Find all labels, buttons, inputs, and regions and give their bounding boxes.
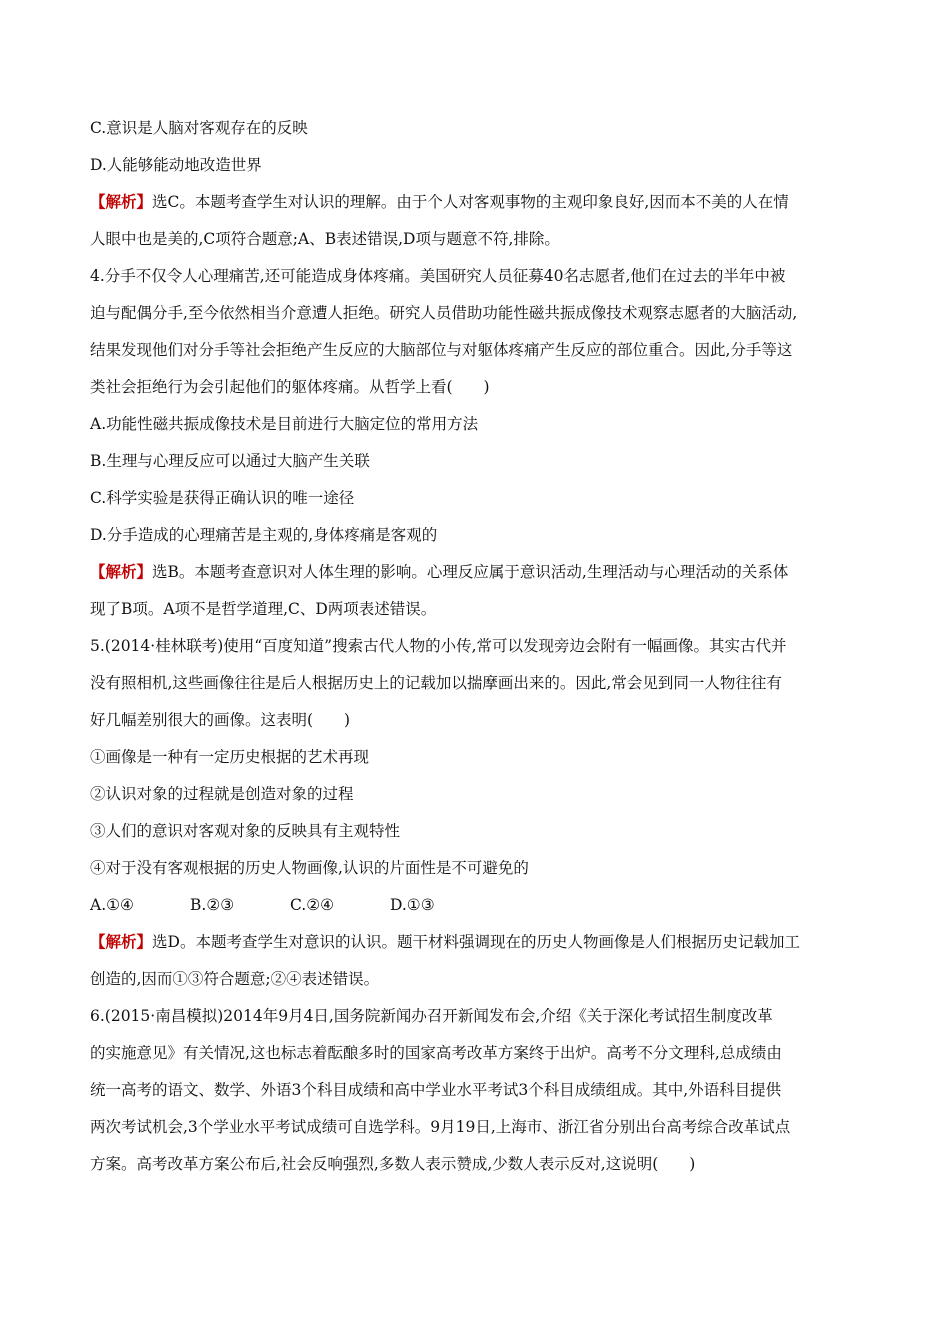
q3-analysis-line-1 — [90, 192, 870, 212]
q4-option-d: D.分手造成的心理痛苦是主观的,身体疼痛是客观的 — [90, 526, 438, 544]
q4-analysis-line-1 — [90, 562, 870, 582]
q4-stem-line-1: 4.分手不仅令人心理痛苦,还可能造成身体疼痛。美国研究人员征募40名志愿者,他们在过去的半年中被 — [90, 267, 786, 285]
q5-option-d: D.①③ — [390, 896, 435, 914]
q5-analysis-line-1 — [90, 932, 870, 952]
q3-option-d: D.人能够能动地改造世界 — [90, 156, 262, 174]
q4-option-a: A.功能性磁共振成像技术是目前进行大脑定位的常用方法 — [90, 415, 479, 433]
q5-option-a: A.①④ — [90, 896, 134, 914]
q3-analysis-text-1: 选C。本题考查学生对认识的理解。由于个人对客观事物的主观印象良好,因而本不美的人在情 — [152, 193, 789, 211]
document-page — [90, 118, 870, 1191]
q5-statement-3: ③人们的意识对客观对象的反映具有主观特性 — [90, 822, 401, 840]
q6-stem-line-3: 统一高考的语文、数学、外语3个科目成绩和高中学业水平考试3个科目成绩组成。其中,外语科目提供 — [90, 1081, 782, 1099]
q4-option-b: B.生理与心理反应可以通过大脑产生关联 — [90, 452, 370, 470]
analysis-tag: 【解析】 — [90, 562, 153, 581]
q5-option-b: B.②③ — [190, 896, 235, 914]
q5-analysis-line-2: 创造的,因而①③符合题意;②④表述错误。 — [90, 970, 380, 988]
q5-options-row — [90, 895, 870, 915]
q5-statement-4: ④对于没有客观根据的历史人物画像,认识的片面性是不可避免的 — [90, 859, 529, 877]
q4-analysis-text-1: 选B。本题考查意识对人体生理的影响。心理反应属于意识活动,生理活动与心理活动的关系体 — [152, 563, 789, 581]
q3-option-c: C.意识是人脑对客观存在的反映 — [90, 119, 308, 137]
q4-stem-line-3: 结果发现他们对分手等社会拒绝产生反应的大脑部位与对躯体疼痛产生反应的部位重合。因此,分手等这 — [90, 341, 793, 359]
q4-stem-line-2: 迫与配偶分手,至今依然相当介意遭人拒绝。研究人员借助功能性磁共振成像技术观察志愿者的大脑活动, — [90, 304, 798, 322]
q6-stem-line-5: 方案。高考改革方案公布后,社会反响强烈,多数人表示赞成,少数人表示反对,这说明( ) — [90, 1155, 696, 1173]
q4-stem-line-4: 类社会拒绝行为会引起他们的躯体疼痛。从哲学上看( ) — [90, 378, 490, 396]
q4-analysis-line-2: 现了B项。A项不是哲学道理,C、D两项表述错误。 — [90, 600, 437, 618]
q5-statement-2: ②认识对象的过程就是创造对象的过程 — [90, 785, 354, 803]
q5-analysis-text-1: 选D。本题考查学生对意识的认识。题干材料强调现在的历史人物画像是人们根据历史记载加工 — [152, 933, 800, 951]
q5-stem-line-2: 没有照相机,这些画像往往是后人根据历史上的记载加以揣摩画出来的。因此,常会见到同一人物往往有 — [90, 674, 782, 692]
q6-stem-line-1: 6.(2015·南昌模拟)2014年9月4日,国务院新闻办召开新闻发布会,介绍《关于深化考试招生制度改革 — [90, 1007, 773, 1025]
q5-statement-1: ①画像是一种有一定历史根据的艺术再现 — [90, 748, 370, 766]
q5-stem-line-3: 好几幅差别很大的画像。这表明( ) — [90, 711, 351, 729]
analysis-tag: 【解析】 — [90, 932, 153, 951]
q5-option-c: C.②④ — [290, 896, 335, 914]
q5-stem-line-1: 5.(2014·桂林联考)使用“百度知道”搜索古代人物的小传,常可以发现旁边会附有一幅画像。其实古代并 — [90, 637, 787, 655]
q6-stem-line-2: 的实施意见》有关情况,这也标志着酝酿多时的国家高考改革方案终于出炉。高考不分文理科,总成绩由 — [90, 1044, 782, 1062]
q3-analysis-line-2: 人眼中也是美的,C项符合题意;A、B表述错误,D项与题意不符,排除。 — [90, 230, 560, 248]
q6-stem-line-4: 两次考试机会,3个学业水平考试成绩可自选学科。9月19日,上海市、浙江省分别出台高考综合改革试点 — [90, 1118, 791, 1136]
q4-option-c: C.科学实验是获得正确认识的唯一途径 — [90, 489, 355, 507]
analysis-tag: 【解析】 — [90, 192, 153, 211]
